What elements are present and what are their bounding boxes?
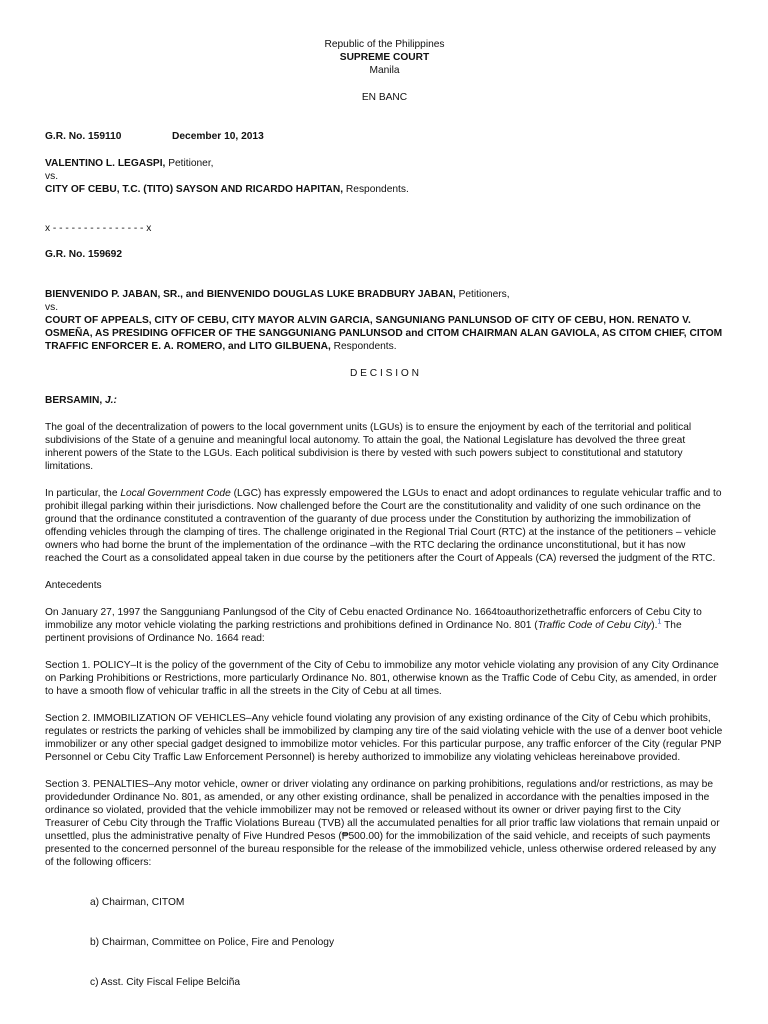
case2-gr-number: G.R. No. 159692 [45,249,123,260]
division-line: EN BANC [361,92,408,103]
paragraph-lgc-lead: In particular, the [45,488,121,499]
paragraph-ordinance-lead: On January 27, 1997 the Sangguniang Panlungsod of the City of Cebu enacted Ordinance No. 1664toauthorizethetraffic enforcers of Cebu City to immobilize any motor vehicle violating the parking restrictions and prohibitions defined in Ordinance No. 801 ( [45,607,702,631]
case1-petitioner [45,157,724,170]
case2-respondents-role: Respondents. [330,341,397,352]
city-line: Manila [369,65,400,76]
ponente [45,394,724,407]
footnote-link[interactable]: 1 [657,618,662,626]
case1-date: December 10, 2013 [172,131,264,142]
ponente-suffix: J.: [102,395,117,406]
decision-title: D E C I S I O N [349,368,420,379]
officer-item: a) Chairman, CITOM [90,897,185,908]
section-1: Section 1. POLICY–It is the policy of the government of the City of Cebu to immobilize any motor vehicle violating any provision of any City Ordinance on Parking Prohibitions or Restrictions, more particularly Ordinance No. 801, otherwise known as the Traffic Code of Cebu City, as amended, in order to have a smooth flow of vehicular traffic in all the streets in the City of Cebu at all times. [45,660,719,697]
section-3: Section 3. PENALTIES–Any motor vehicle, owner or driver violating any ordinance on parking prohibitions, regulations and/or restrictions, as may be providedunder Ordinance No. 801, as amended, or any other existing ordinance, shall be penalized in accordance with the penalties imposed in the ordinance so violated, provided that the vehicle immobilizer may not be removed or released without its owner or driver paying first to the City Treasurer of Cebu City through the Traffic Violations Bureau (TVB) all the accumulated penalties for all prior traffic law violations that remain unpaid or unsettled, plus the administrative penalty of Five Hundred Pesos (₱500.00) for the immobilization of the said vehicle, and receipts of such payments presented to the concerned personnel of the bureau responsible for the release of the immobilized vehicle, unless otherwise ordered released by any of the following officers: [45,779,720,868]
case1-vs: vs. [45,171,59,182]
paragraph-intro: The goal of the decentralization of powers to the local government units (LGUs) is to ensure the enjoyment by each of the territorial and political subdivisions of the State of a genuine and meaningful local autonomy. To attain the goal, the National Legislature has devolved the three great inherent powers of the State to the LGUs. Each political subdivision is there by vested with such powers subject to constitutional and statutory limitations. [45,422,692,472]
case2-petitioners-names: BIENVENIDO P. JABAN, SR., and BIENVENIDO DOUGLAS LUKE BRADBURY JABAN, [45,289,456,300]
paragraph-lgc-code: Local Government Code [120,488,231,499]
case1-petitioner-role: Petitioner, [165,158,214,169]
paragraph-lgc [45,487,724,565]
country-line: Republic of the Philippines [324,39,445,50]
paragraph-ordinance-close: ). [651,620,658,631]
case2-respondents-names: COURT OF APPEALS, CITY OF CEBU, CITY MAYOR ALVIN GARCIA, SANGUNIANG PANLUNSOD OF CITY OF CEBU, HON. RENATO V. OSMEÑA, AS PRESIDING OFFICER OF THE SANGGUNIANG PANLUNSOD and CITOM CHAIRMAN ALAN GAVIOLA, AS CITOM CHIEF, CITOM TRAFFIC ENFORCER E. A. ROMERO, and LITO GILBUENA, [45,315,723,352]
case1-gr-number: G.R. No. 159110 [45,131,122,142]
antecedents-heading: Antecedents [45,580,102,591]
ponente-name: BERSAMIN, [45,395,103,406]
case1-respondents-role: Respondents. [343,184,409,195]
case1-heading [45,130,724,143]
case2-petitioners [45,288,724,301]
court-name: SUPREME COURT [339,52,430,63]
case2-petitioners-role: Petitioners, [455,289,510,300]
section-2: Section 2. IMMOBILIZATION OF VEHICLES–Any vehicle found violating any provision of any existing ordinance of the City of Cebu which prohibits, regulates or restricts the parking of vehicles shall be immobilized by clamping any tire of the said violating vehicle with the use of a denver boot vehicle immobilizer or any other special gadget designed to immobilize motor vehicles. For this particular purpose, any traffic enforcer of the City (regular PNP Personnel or Cebu City Traffic Law Enforcement Personnel) is hereby authorized to immobilize any violating vehicleas hereinabove provided. [45,713,723,763]
officer-item: c) Asst. City Fiscal Felipe Belciña [90,977,241,988]
case2-respondents [45,314,724,353]
case-separator: x - - - - - - - - - - - - - - - x [45,223,152,234]
paragraph-lgc-rest: (LGC) has expressly empowered the LGUs to enact and adopt ordinances to regulate vehicular traffic and to prohibit illegal parking within their jurisdictions. Now challenged before the Court are the constitutionality and validity of one such ordinance on the ground that the ordinance constituted a contravention of the guaranty of due process under the Constitution by authorizing the immobilization of offending vehicles through the clamping of tires. The challenge originated in the Regional Trial Court (RTC) at the instance of the petitioners – vehicle owners who had borne the brunt of the implementation of the ordinance –with the RTC declaring the ordinance unconstitutional, but it has now reached the Court as a consolidated appeal taken in due course by the petitioners after the Court of Appeals (CA) reversed the judgment of the RTC. [45,488,722,564]
officer-item: b) Chairman, Committee on Police, Fire and Penology [90,937,335,948]
case2-vs: vs. [45,302,59,313]
paragraph-ordinance-italic: Traffic Code of Cebu City [537,620,652,631]
paragraph-ordinance-rest: The pertinent provisions of Ordinance No. 1664 read: [45,620,682,644]
case1-respondents-names: CITY OF CEBU, T.C. (TITO) SAYSON AND RICARDO HAPITAN, [45,184,344,195]
case1-petitioner-name: VALENTINO L. LEGASPI, [45,158,166,169]
court-header [45,38,724,104]
case1-respondents [45,183,724,196]
paragraph-ordinance [45,606,724,645]
